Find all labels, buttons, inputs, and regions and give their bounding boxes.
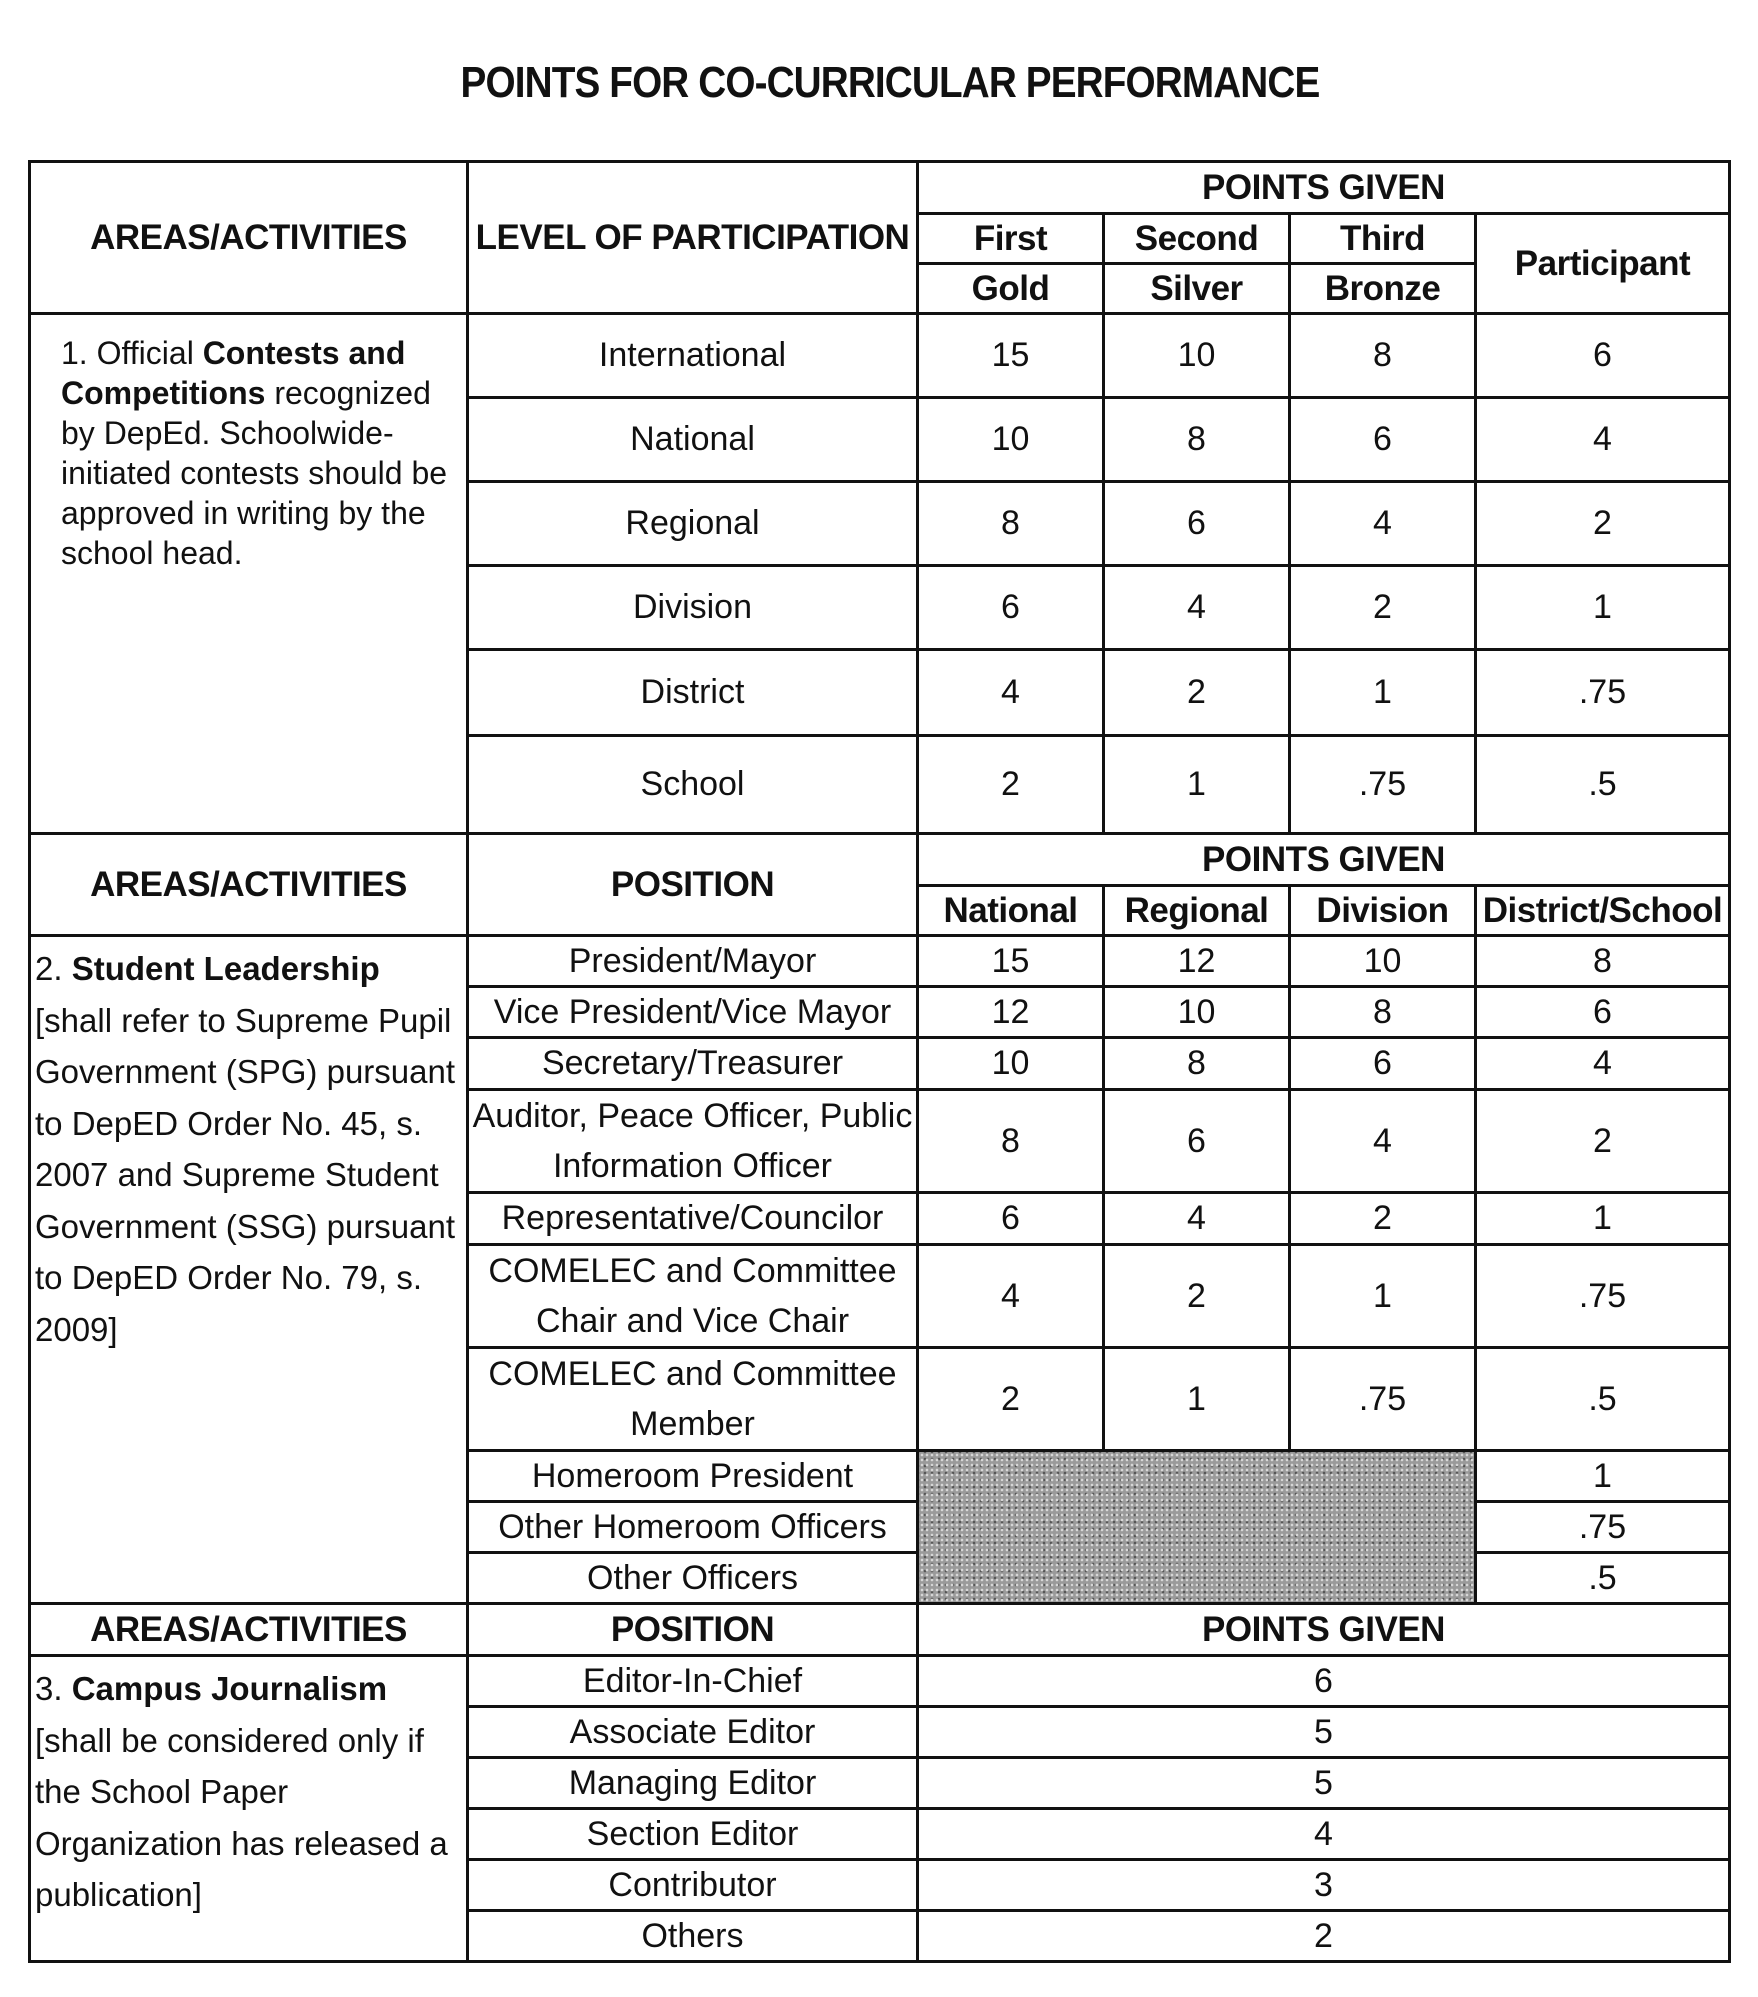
points-cell: 4 <box>1476 398 1730 482</box>
points-cell: 6 <box>918 1193 1104 1245</box>
position-cell: Others <box>468 1911 918 1962</box>
points-cell: 1 <box>1104 1348 1290 1451</box>
points-cell: 12 <box>1104 936 1290 987</box>
points-cell: 10 <box>1290 936 1476 987</box>
points-cell: 15 <box>918 936 1104 987</box>
points-cell: 8 <box>918 482 1104 566</box>
level-cell: District <box>468 650 918 736</box>
page-title: POINTS FOR CO-CURRICULAR PERFORMANCE <box>460 58 1320 107</box>
table-row <box>30 1656 1730 1707</box>
points-cell: 10 <box>918 1038 1104 1090</box>
points-cell: 1 <box>1476 566 1730 650</box>
col-second-header: Second <box>1104 214 1290 264</box>
col-silver-header: Silver <box>1104 264 1290 314</box>
col-regional-header: Regional <box>1104 886 1290 936</box>
col-first-header: First <box>918 214 1104 264</box>
col-national-header: National <box>918 886 1104 936</box>
points-cell: 8 <box>1104 398 1290 482</box>
points-cell: 6 <box>918 566 1104 650</box>
position-cell: Representative/Councilor <box>468 1193 918 1245</box>
section2-area-prefix: 2. <box>35 950 72 987</box>
points-cell: .75 <box>1476 650 1730 736</box>
points-cell: 8 <box>918 1090 1104 1193</box>
level-cell: International <box>468 314 918 398</box>
points-cell: 2 <box>918 736 1104 834</box>
points-cell: 1 <box>1104 736 1290 834</box>
section3-area-prefix: 3. <box>35 1670 72 1707</box>
points-cell: 1 <box>1290 650 1476 736</box>
level-cell: Regional <box>468 482 918 566</box>
col-participant-header: Participant <box>1476 214 1730 314</box>
position-cell: President/Mayor <box>468 936 918 987</box>
co-curricular-points-table <box>28 160 1731 1963</box>
points-cell: 8 <box>1104 1038 1290 1090</box>
points-cell: 6 <box>1290 1038 1476 1090</box>
points-cell: .5 <box>1476 736 1730 834</box>
section2-header-row <box>30 834 1730 886</box>
points-cell: 2 <box>918 1911 1730 1962</box>
level-header: LEVEL OF PARTICIPATION <box>468 162 918 314</box>
points-cell: .75 <box>1290 736 1476 834</box>
points-cell: .5 <box>1476 1553 1730 1604</box>
points-cell: 2 <box>1104 650 1290 736</box>
points-cell: 2 <box>918 1348 1104 1451</box>
position-cell: Managing Editor <box>468 1758 918 1809</box>
section1-area-header: AREAS/ACTIVITIES <box>30 162 468 314</box>
section3-header-row <box>30 1604 1730 1656</box>
position-cell: COMELEC and Committee Chair and Vice Chair <box>468 1245 918 1348</box>
points-cell: 2 <box>1476 482 1730 566</box>
section3-points-given-header: POINTS GIVEN <box>918 1604 1730 1656</box>
section1-area-rest: recognized by DepEd. Schoolwide-initiated contests should be approved in writing by the school head. <box>61 375 448 571</box>
table-row <box>30 314 1730 398</box>
level-cell: National <box>468 398 918 482</box>
points-cell: 3 <box>918 1860 1730 1911</box>
points-cell: 6 <box>918 1656 1730 1707</box>
section1-points-given-header: POINTS GIVEN <box>918 162 1730 214</box>
position-cell: Auditor, Peace Officer, Public Information Officer <box>468 1090 918 1193</box>
section3-position-header: POSITION <box>468 1604 918 1656</box>
col-district-header: District/School <box>1476 886 1730 936</box>
section2-area-bold: Student Leadership <box>71 950 380 987</box>
section1-area-bold: Contests and Competitions <box>61 335 406 411</box>
points-cell: 8 <box>1476 936 1730 987</box>
points-cell: .75 <box>1476 1502 1730 1553</box>
position-cell: Associate Editor <box>468 1707 918 1758</box>
col-division-header: Division <box>1290 886 1476 936</box>
shaded-not-applicable-area <box>918 1451 1476 1604</box>
points-cell: 15 <box>918 314 1104 398</box>
col-third-header: Third <box>1290 214 1476 264</box>
position-cell: Vice President/Vice Mayor <box>468 987 918 1038</box>
points-cell: 4 <box>1104 566 1290 650</box>
section2-area-header: AREAS/ACTIVITIES <box>30 834 468 936</box>
points-cell: 12 <box>918 987 1104 1038</box>
points-cell: .75 <box>1290 1348 1476 1451</box>
points-cell: 5 <box>918 1707 1730 1758</box>
section1-area-prefix: 1. Official <box>61 335 203 371</box>
points-cell: 4 <box>1104 1193 1290 1245</box>
points-cell: 2 <box>1476 1090 1730 1193</box>
points-cell: 4 <box>1290 482 1476 566</box>
section3-area-bold: Campus Journalism <box>71 1670 388 1707</box>
col-gold-header: Gold <box>918 264 1104 314</box>
position-cell: Secretary/Treasurer <box>468 1038 918 1090</box>
points-cell: 4 <box>918 1809 1730 1860</box>
level-cell: School <box>468 736 918 834</box>
points-cell: 6 <box>1104 482 1290 566</box>
section3-area-header: AREAS/ACTIVITIES <box>30 1604 468 1656</box>
table-row <box>30 936 1730 987</box>
position-cell: Section Editor <box>468 1809 918 1860</box>
points-cell: 10 <box>1104 987 1290 1038</box>
points-cell: 10 <box>1104 314 1290 398</box>
section3-area-description <box>30 1656 468 1962</box>
points-cell: .5 <box>1476 1348 1730 1451</box>
position-cell: Homeroom President <box>468 1451 918 1502</box>
points-cell: 4 <box>918 1245 1104 1348</box>
points-cell: 4 <box>1290 1090 1476 1193</box>
points-cell: 4 <box>1476 1038 1730 1090</box>
level-cell: Division <box>468 566 918 650</box>
points-cell: 2 <box>1104 1245 1290 1348</box>
position-cell: Other Homeroom Officers <box>468 1502 918 1553</box>
points-cell: 2 <box>1290 1193 1476 1245</box>
section2-points-given-header: POINTS GIVEN <box>918 834 1730 886</box>
points-cell: 8 <box>1290 987 1476 1038</box>
position-cell: Contributor <box>468 1860 918 1911</box>
section2-area-description <box>30 936 468 1604</box>
points-cell: 5 <box>918 1758 1730 1809</box>
section2-position-header: POSITION <box>468 834 918 936</box>
col-bronze-header: Bronze <box>1290 264 1476 314</box>
section3-area-rest: [shall be considered only if the School Paper Organization has released a publication] <box>35 1721 448 1913</box>
points-cell: 6 <box>1476 314 1730 398</box>
points-cell: 6 <box>1104 1090 1290 1193</box>
points-cell: 1 <box>1476 1193 1730 1245</box>
position-cell: Other Officers <box>468 1553 918 1604</box>
position-cell: COMELEC and Committee Member <box>468 1348 918 1451</box>
points-cell: 10 <box>918 398 1104 482</box>
points-cell: 1 <box>1290 1245 1476 1348</box>
points-cell: 2 <box>1290 566 1476 650</box>
section1-area-description <box>30 314 468 834</box>
points-cell: 1 <box>1476 1451 1730 1502</box>
position-cell: Editor-In-Chief <box>468 1656 918 1707</box>
points-cell: 4 <box>918 650 1104 736</box>
points-cell: 6 <box>1290 398 1476 482</box>
points-cell: 8 <box>1290 314 1476 398</box>
points-cell: 6 <box>1476 987 1730 1038</box>
section1-header-row <box>30 162 1730 214</box>
points-cell: .75 <box>1476 1245 1730 1348</box>
section2-area-rest: [shall refer to Supreme Pupil Government (SPG) pursuant to DepED Order No. 45, s. 2007 and Supreme Student Government (SSG) pursuant to DepED Order No. 79, s. 2009] <box>35 1001 456 1348</box>
